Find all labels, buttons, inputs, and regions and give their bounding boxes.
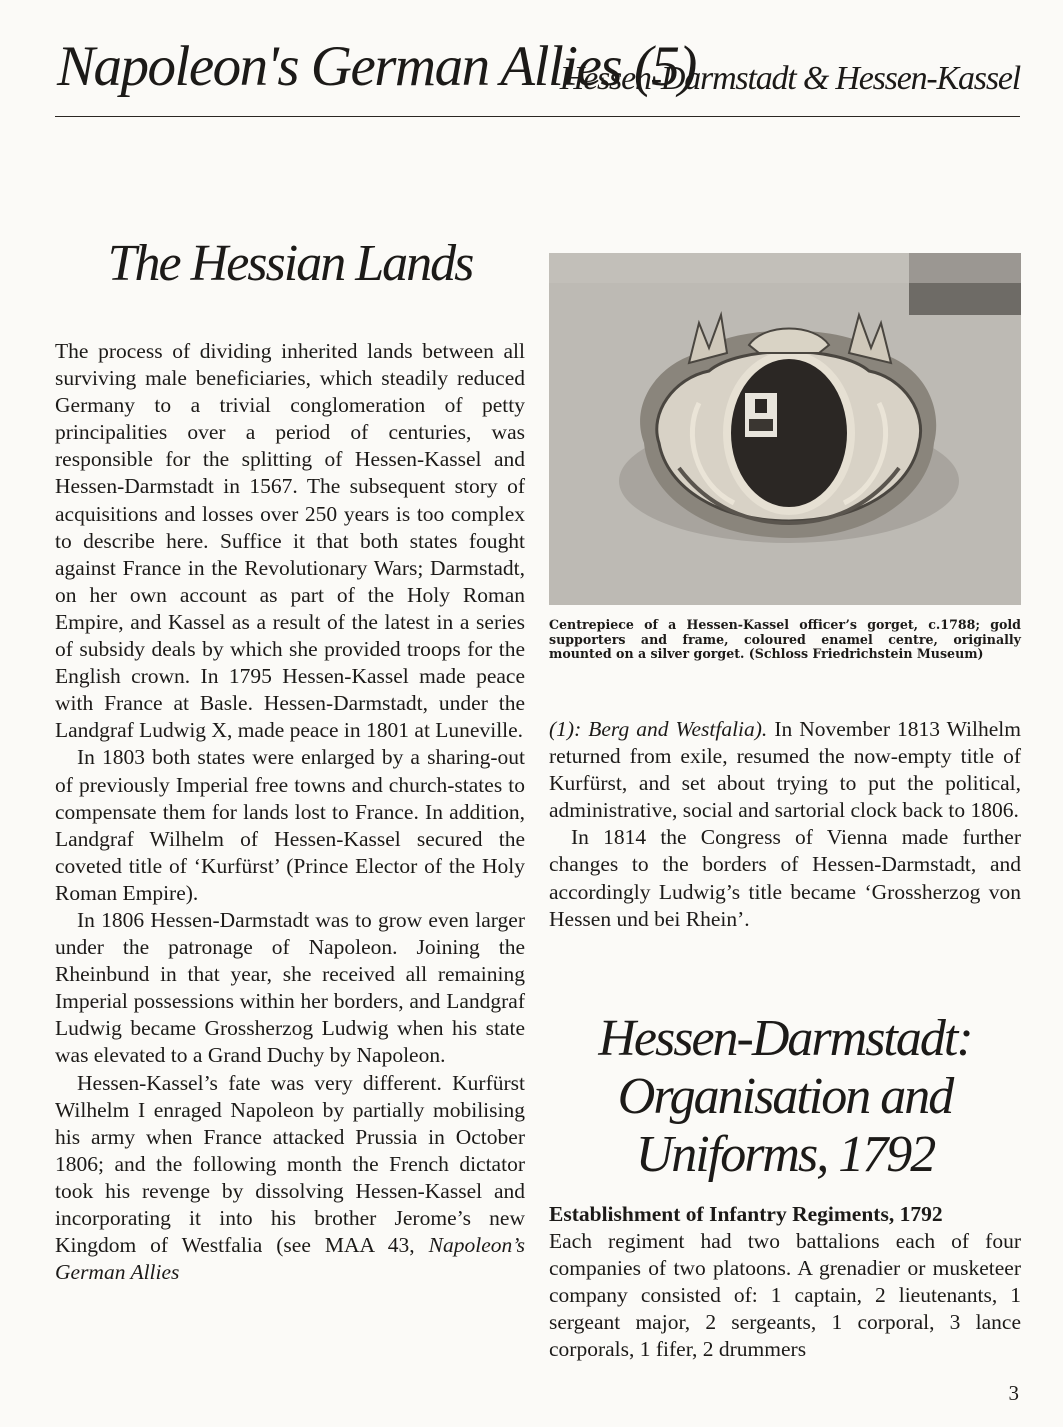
page-number: 3 (1008, 1381, 1019, 1405)
gorget-photo (549, 253, 1021, 605)
establishment-section (549, 1201, 1021, 1364)
right-column (549, 716, 1021, 933)
paragraph: In 1814 the Congress of Vienna made further changes to the borders of Hessen-Darmstadt, and accordingly Ludwig’s title became ‘Grossherzog von Hessen und bei Rhein’. (549, 825, 1021, 931)
subheading: Establishment of Infantry Regiments, 1792 (549, 1202, 943, 1226)
paragraph: In 1803 both states were enlarged by a sharing-out of previously Imperial free towns and church-states to compensate them for lands lost to France. In addition, Landgraf Wilhelm of Hessen-Kassel secured the coveted title of ‘Kurfürst’ (Prince Elector of the Holy Roman Empire). (55, 745, 525, 905)
paragraph-text: In November 1813 Wilhelm returned from exile, resumed the now-empty title of Kurfürst, and set about trying to put the political, administrative, social and sartorial clock back to 1806. (549, 717, 1021, 823)
paragraph-text: Hessen-Kassel’s fate was very different. Kurfürst Wilhelm I enraged Napoleon by partially mobilising his army when France attacked Prussia in October 1806; and the following month the French dictator took his revenge by dissolving Hessen-Kassel and incorporating it into his brother Jerome’s new Kingdom of Westfalia (see MAA 43, (55, 1070, 525, 1258)
section-heading-hessen-darmstadt (549, 1010, 1021, 1184)
paragraph: In 1806 Hessen-Darmstadt was to grow even larger under the patronage of Napoleon. Joining the Rheinbund in that year, she received all remaining Imperial possessions within her borders, and Landgraf Ludwig became Grossherzog Ludwig when his state was elevated to a Grand Duchy by Napoleon. (55, 907, 525, 1068)
book-subtitle: Hessen-Darmstadt & Hessen-Kassel (559, 60, 1020, 97)
paragraph (549, 716, 1021, 824)
gorget-image (549, 253, 1021, 605)
page-header (55, 28, 1020, 117)
heading-line: Uniforms, 1792 (635, 1126, 935, 1183)
book-title: Napoleon's German Allies (5) (57, 35, 696, 98)
section-title: The Hessian Lands (107, 235, 473, 292)
figure-caption: Centrepiece of a Hessen-Kassel officer’s gorget, c.1788; gold supporters and frame, coloured enamel centre, originally mounted on a silver gorget. (Schloss Friedrichstein Museum) (549, 617, 1021, 662)
paragraph (55, 1070, 525, 1287)
heading-line: Hessen-Darmstadt: (598, 1010, 972, 1067)
reference-continuation: (1): Berg and Westfalia). (549, 717, 768, 741)
book-reference: Napoleon’s German Allies (55, 1233, 525, 1285)
paragraph: Each regiment had two battalions each of four companies of two platoons. A grenadier or musketeer company consisted of: 1 captain, 2 lieutenants, 1 sergeant major, 2 sergeants, 1 corporal, 3 lance corporals, 1 fifer, 2 drummers (549, 1229, 1021, 1362)
left-column (55, 338, 525, 1286)
heading-line: Organisation and (617, 1068, 953, 1125)
paragraph: The process of dividing inherited lands between all surviving male beneficiaries, which steadily reduced Germany to a trivial conglomeration of petty principalities over a period of centuries, was responsible for the splitting of Hessen-Kassel and Hessen-Darmstadt in 1567. The subsequent story of acquisitions and losses over 250 years is too complex to describe here. Suffice it that both states fought against France in the Revolutionary Wars; Darmstadt, on her own account as part of the Holy Roman Empire, and Kassel as a result of the latest in a series of subsidy deals by which she provided troops for the English crown. In 1795 Hessen-Kassel made peace with France at Basle. Hessen-Darmstadt, under the Landgraf Ludwig X, made peace in 1801 at Luneville. (55, 339, 525, 743)
